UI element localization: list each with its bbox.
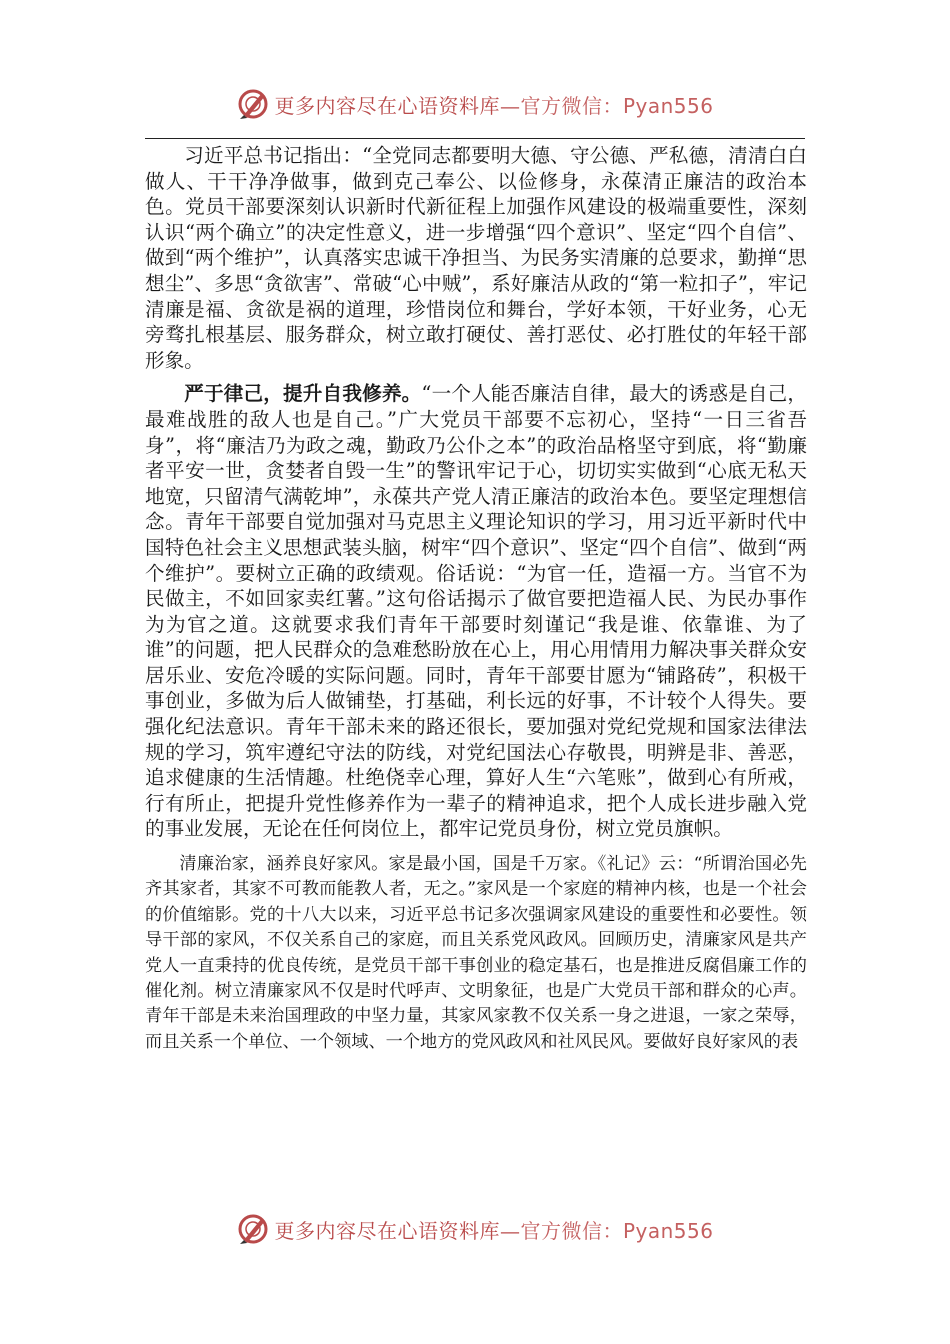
- footer-banner: [0, 1209, 950, 1249]
- paragraph-3-text: 清廉治家，涵养良好家风。家是最小国，国是千万家。《礼记》云：“所谓治国必先齐其家者，其家不可教而能教人者，无之。”家风是一个家庭的精神内核，也是一个社会的价值缩影。党的十八大以来，习近平总书记多次强调家风建设的重要性和必要性。领导干部的家风，不仅关系自己的家庭，而且关系党风政风。回顾历史，清廉家风是共产党人一直秉持的优良传统，是党员干部干事创业的稳定基石，也是推进反腐倡廉工作的催化剂。树立清廉家风不仅是时代呼声、文明象征，也是广大党员干部和群众的心声。青年干部是未来治国理政的中坚力量，其家风家教不仅关系一身之进退，一家之荣辱，而且关系一个单位、一个领域、一个地方的党风政风和社风民风。要做好良好家风的表: [145, 854, 807, 1052]
- pen-logo-icon: [236, 87, 270, 121]
- paragraph-2-text: “一个人能否廉洁自律，最大的诱惑是自己，最难战胜的敌人也是自己。”广大党员干部要不忘初心，坚持“一日三省吾身”，将“廉洁乃为政之魂，勤政乃公仆之本”的政治品格坚守到底，将“勤廉者平安一世，贪婪者自毁一生”的警讯牢记于心，切切实实做到“心底无私天地宽，只留清气满乾坤”，永葆共产党人清正廉洁的政治本色。要坚定理想信念。青年干部要自觉加强对马克思主义理论知识的学习，用习近平新时代中国特色社会主义思想武装头脑，树牢“四个意识”、坚定“四个自信”、做到“两个维护”。要树立正确的政绩观。俗话说：“为官一任，造福一方。当官不为民做主，不如回家卖红薯。”这句俗话揭示了做官要把造福人民、为民办事作为为官之道。这就要求我们青年干部要时刻谨记“我是谁、依靠谁、为了谁”的问题，把人民群众的急难愁盼放在心上，用心用情用力解决事关群众安居乐业、安危冷暖的实际问题。同时，青年干部要甘愿为“铺路砖”，积极干事创业，多做为后人做铺垫，打基础，利长远的好事，不计较个人得失。要强化纪法意识。青年干部未来的路还很长，要加强对党纪党规和国家法律法规的学习，筑牢遵纪守法的防线，对党纪国法心存敬畏，明辨是非、善恶，追求健康的生活情趣。杜绝侥幸心理，算好人生“六笔账”，做到心有所戒，行有所止，把提升党性修养作为一辈子的精神追求，把个人成长进步融入党的事业发展，无论在任何岗位上，都牢记党员身份，树立党员旗帜。: [145, 382, 807, 841]
- paragraph-2: [145, 381, 807, 842]
- banner-separator-footer: —: [499, 1218, 521, 1243]
- banner-main: 更多内容尽在心语资料库: [274, 93, 500, 118]
- banner-wechat: 官方微信：Pyan556: [520, 93, 714, 118]
- header-rule: [145, 138, 805, 139]
- banner-text-footer: [274, 1215, 713, 1244]
- banner-text: [274, 90, 713, 119]
- paragraph-1-text: 习近平总书记指出：“全党同志都要明大德、守公德、严私德，清清白白做人、干干净净做事，做到克己奉公、以俭修身，永葆清正廉洁的政治本色。党员干部要深刻认识新时代新征程上加强作风建设的极端重要性，深刻认识“两个确立”的决定性意义，进一步增强“四个意识”、坚定“四个自信”、做到“两个维护”，认真落实忠诚干净担当、为民务实清廉的总要求，勤掸“思想尘”、多思“贪欲害”、常破“心中贼”，系好廉洁从政的“第一粒扣子”，牢记清廉是福、贪欲是祸的道理，珍惜岗位和舞台，学好本领，干好业务，心无旁骛扎根基层、服务群众，树立敢打硬仗、善打恶仗、必打胜仗的年轻干部形象。: [145, 144, 807, 372]
- pen-logo-icon: [236, 1212, 270, 1246]
- banner-separator: —: [499, 93, 521, 118]
- document-body: [145, 143, 807, 1055]
- paragraph-1: [145, 143, 807, 373]
- banner-main-footer: 更多内容尽在心语资料库: [274, 1218, 500, 1243]
- header-banner: [0, 84, 950, 124]
- paragraph-3: [145, 852, 807, 1055]
- banner-wechat-footer: 官方微信：Pyan556: [520, 1218, 714, 1243]
- paragraph-2-lead: 严于律己，提升自我修养。: [184, 382, 422, 406]
